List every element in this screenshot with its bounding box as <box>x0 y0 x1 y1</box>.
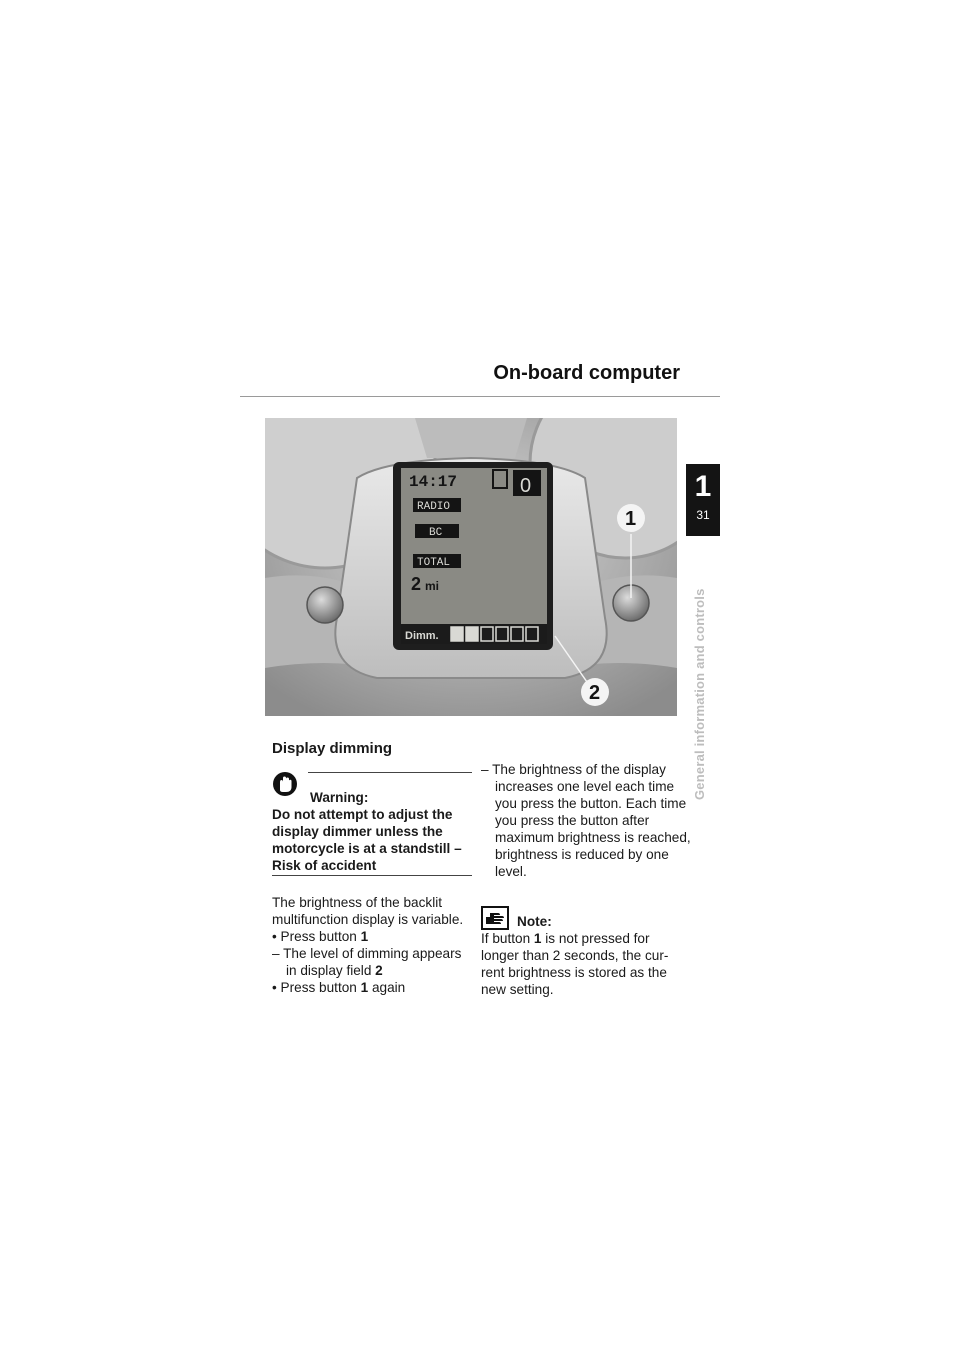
display-distance-unit: mi <box>425 579 440 593</box>
left-column <box>272 740 472 996</box>
note-title: Note: <box>517 914 552 929</box>
step-1-ref: 1 <box>360 929 369 944</box>
display-total: TOTAL <box>417 557 451 569</box>
step-2 <box>272 945 472 979</box>
callout-2-label: 2 <box>589 682 601 704</box>
dimming-level-cell <box>451 627 463 641</box>
display-distance: 2 <box>411 574 422 594</box>
display-radio: RADIO <box>417 501 451 513</box>
step-3-text: • Press button <box>272 980 361 995</box>
callout-1-label: 1 <box>625 508 637 530</box>
note-text-prefix: If button <box>481 931 534 946</box>
dimming-level-cell <box>526 627 538 641</box>
note-hand-icon <box>481 906 509 930</box>
dashboard-photo <box>265 418 677 716</box>
warning-hand-icon <box>272 771 298 797</box>
dimming-level-cell <box>511 627 523 641</box>
page-number: 31 <box>696 508 710 522</box>
note-text-suffix: is not pressed for longer than 2 seconds, the cur-rent brightness is stored as the new setting. <box>481 931 669 997</box>
section-heading: Display dimming <box>272 740 393 757</box>
note-ref: 1 <box>533 931 542 946</box>
warning-top-rule <box>308 772 472 773</box>
dimming-level-cell <box>466 627 478 641</box>
warning-title: Warning: <box>310 790 369 805</box>
header-divider <box>240 396 720 397</box>
left-button <box>307 587 343 623</box>
chapter-number: 1 <box>694 470 712 503</box>
warning-box <box>272 771 472 876</box>
intro-paragraph: The brightness of the backlit multifunction display is variable. <box>272 895 464 927</box>
warning-text: Do not attempt to adjust the display dimmer unless the motorcycle is at a standstill – Risk of accident <box>272 806 472 876</box>
note-text <box>481 930 691 998</box>
step-2-text: – The level of dimming appears in display field <box>272 946 462 978</box>
page-title: On-board computer <box>493 362 680 384</box>
step-3 <box>272 979 472 996</box>
right-column <box>481 761 691 998</box>
display-gear: 0 <box>520 475 532 497</box>
display-time: 14:17 <box>409 473 458 491</box>
note-header <box>481 906 691 930</box>
step-4: – The brightness of the display increases one level each time you press the button. Each time you press the button after maximum brightness is reached, brightness is reduced by one level. <box>481 762 691 879</box>
center-indicator-strip <box>415 418 527 458</box>
dimming-level-cell <box>481 627 493 641</box>
chapter-tab <box>686 464 720 536</box>
chapter-side-label: General information and controls <box>692 588 707 800</box>
step-2-ref: 2 <box>375 963 383 978</box>
step-1-text: • Press button <box>272 929 361 944</box>
step-1 <box>272 928 472 945</box>
dimming-level-cell <box>496 627 508 641</box>
step-3-ref: 1 <box>360 980 369 995</box>
step-3-suffix: again <box>368 980 406 995</box>
display-bc: BC <box>429 527 443 539</box>
display-dimm-label: Dimm. <box>405 630 439 642</box>
